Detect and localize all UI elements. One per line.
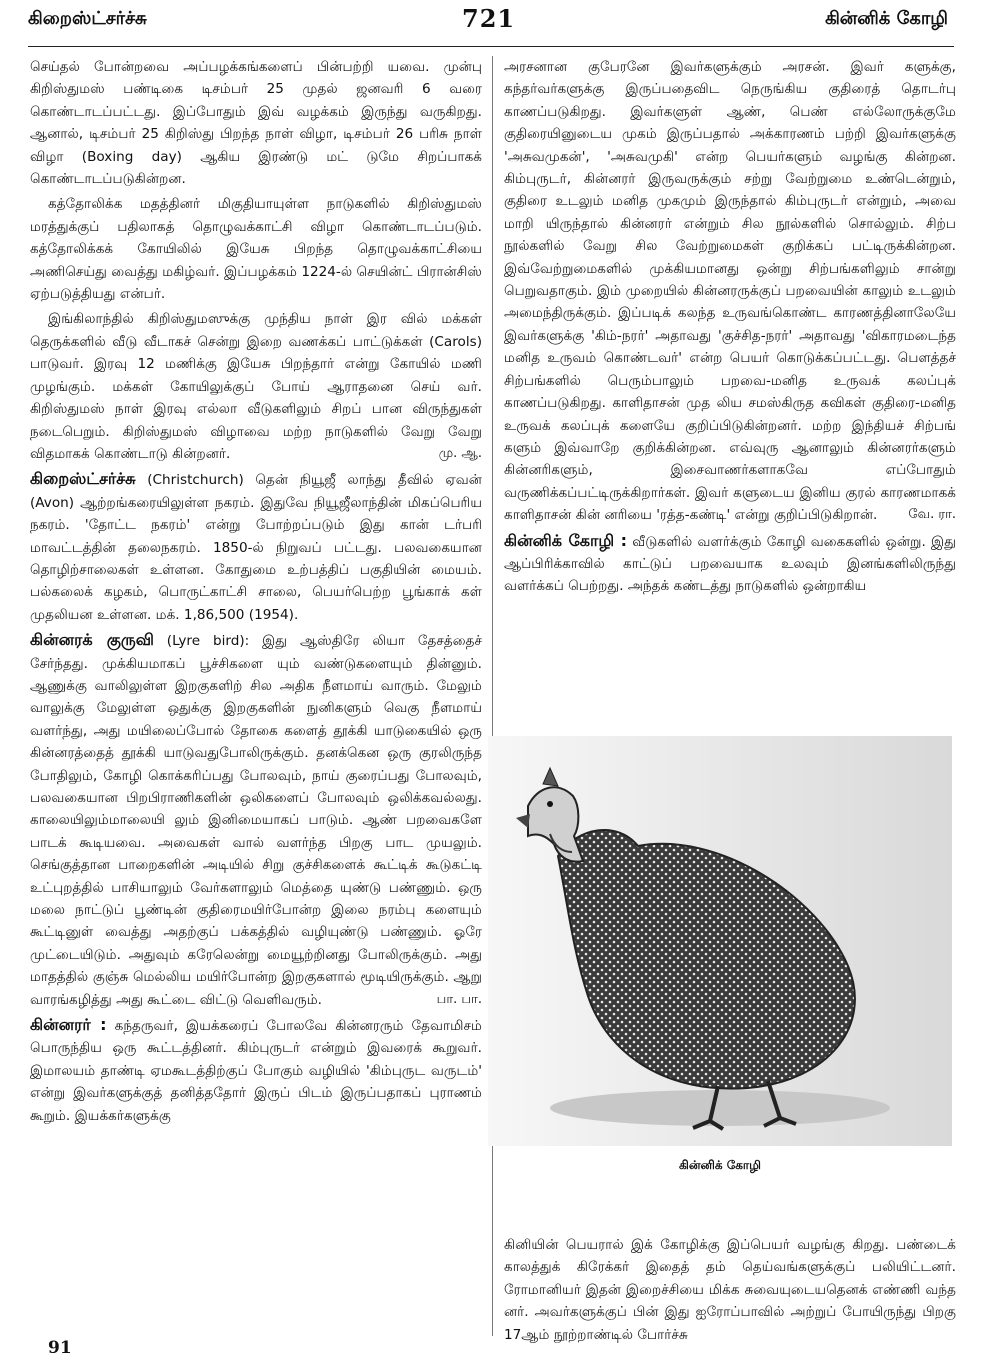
entry-body: (Christchurch) தென் நியூஜீ லாந்து தீவில் ஏவன் (Avon) ஆற்றங்கரையிலுள்ள நகரம். இதுவே நியூஜீலாந்தின் மிகப்பெரிய நகரம். 'தோட்ட நகரம்' என்று போற்றப்படும் இது கான் டர்பரி மாவட்டத்தின் தலைநகரம். 1850-ல் நிறுவப் பட்டது. பலவகையான தொழிற்சாலைகள் உள்ளன. கோதுமை உற்பத்திப் பகுதியின் மையம். பல்கலைக் கழகம், பொருட்காட்சி சாலை, பெயர்பெற்ற பூங்காக் கள் முதலியன உள்ளன. மக். 1,86,500 (1954). xyxy=(30,472,482,623)
author-signature: மு. ஆ. xyxy=(438,445,482,461)
entry-body: வீடுகளில் வளர்க்கும் கோழி வகைகளில் ஒன்று. இது ஆப்பிரிக்காவில் காட்டுப் பறவையாக உலவும் இனங்களிலிருந்து வளர்க்கப் பெற்றது. அந்தக் கண்டத்து நாடுகளில் ஒன்றாகிய xyxy=(504,533,956,595)
paragraph-text: அரசனான குபேரனே இவர்களுக்கும் அரசன். இவர் களுக்கு, கந்தர்வர்களுக்கு இருப்பதைவிட நெருங்கிய குதிரைத் தொடர்பு காணப்படுகிறது. இவர்களுள் ஆண், பெண் எல்லோருக்குமே குதிரையினுடைய முகம் இருப்பதால் அக்காரணம் பற்றி இவர்களுக்கு 'அசுவமுகன்', 'அசுவமுகி' என்ற பெயர்களும் வழங்கு கின்றன. கிம்புருடர், கின்னரர் இருவருக்கும் சற்று வேற்றுமை உண்டென்றும், குதிரை உடலும் மனித முகமும் இருந்தால் கிம்புருடர் என்றும், அவை மாறி யிருந்தால் கின்னரர் என்றும் சில நூல்களில் சொல்லும். சிற்ப நூல்களில் வேறு சில வேற்றுமைகள் குறிக்கப் பட்டிருக்கின்றன. இவ்வேற்றுமைகளில் முக்கியமானது ஒன்று சிற்பங்களிலும் சான்று பெறுவதாகும். இம் முறையில் கின்னரருக்குப் பறவையின் காலும் உடலும் அமைந்திருக்கும். இப்படிக் கலந்த உருவங்கொண்ட காரணத்தினாலேயே இவர்களுக்கு 'கிம்-நரர்' அதாவது 'குச்சித-நரர்' அதாவது 'விகாரமடைந்த மனித உருவம் கொண்டவர்' என்ற பெயர் கொடுக்கப்பட்டது. பௌத்தச் சிற்பங்களில் பெரும்பாலும் பறவை-மனித உருவக் கலப்புக் காணப்படுகிறது. காளிதாசன் முத லிய சமஸ்கிருத கவிகள் குதிரை-மனித உருவக் கலப்புக் களையே குறிப்பிடுகின்றனர். மற்ற இந்தியச் சிற்பங் களும் இவ்வாறே குறிக்கின்றன. எவ்வுரு ஆனாலும் கின்னரர்களும் கின்னரிகளும், இசைவாணர்களாகவே எப்போதும் வருணிக்கப்பட்டிருக்கிறார்கள். இவர் களுடைய இனிய குரல் காரணமாகக் காளிதாசன் கின் னரியை 'ரத்த-கண்டி' என்று குறிப்பிடுகிறான். xyxy=(504,59,956,524)
header-right-title: கின்னிக் கோழி xyxy=(825,8,948,29)
author-signature: வே. ரா. xyxy=(908,507,956,523)
entry-lyre-bird xyxy=(30,629,482,1011)
entry-guinea-fowl xyxy=(504,530,956,598)
paragraph: கத்தோலிக்க மதத்தினர் மிகுதியாயுள்ள நாடுகளில் கிறிஸ்துமஸ் மரத்துக்குப் பதிலாகத் தொழுவக்காட்சி விழா கொண்டாடப்படும். கத்தோலிக்கக் கோயிலில் இயேசு பிறந்த தொழுவக்காட்சியை அணிசெய்து வைத்து மகிழ்வர். இப்பழக்கம் 1224-ல் செயின்ட் பிரான்சிஸ் ஏற்படுத்தியது என்பர். xyxy=(30,196,482,303)
entry-body: (Lyre bird): இது ஆஸ்திரே லியா தேசத்தைச் சேர்ந்தது. முக்கியமாகப் பூச்சிகளை யும் வண்டுகளையும் தின்னும். ஆணுக்கு வாலிலுள்ள இறகுகளிற் சில அதிக நீளமாய் வாரும். மேலும் வாலுக்கு மேலுள்ள ஒதுக்கு இறகுகளின் நுனிகளும் வெகு நீளமாய் வளர்ந்து, அது மயிலைப்போல் தோகை களைத் தூக்கி யாடுகையில் ஒரு கின்னரத்தைத் தூக்கி யாடுவதுபோலிருக்கும். தனக்கென ஒரு குரலிருந்த போதிலும், கோழி கொக்கரிப்பது போலவும், நாய் குரைப்பது போலவும், பலவகையான பிறபிராணிகளின் ஒலிகளைப் போலவும் ஒலிக்கவல்லது. காலையிலும்மாலையி லும் இனிமையாகப் பாடும். ஆண் பறவைகளே பாடக் கூடியவை. அவைகள் வால் வளர்ந்த பிறகு பாட முயலும். செங்குத்தான பாறைகளின் அடியில் சிறு குச்சிகளைக் கூட்டிக் கூடுகட்டி உட்புறத்தில் பாசியாலும் வேர்களாலும் மெத்தை யுண்டு பண்ணும். ஒரு மலை நாட்டுப் பூண்டின் குதிரைமயிர்போன்ற இலை நரம்பு களையும் கூட்டினுள் வைத்து அதற்குப் பக்கத்தில் வழியுண்டு பண்ணும். ஓரே முட்டையிடும். அதுவும் கரேலென்று மையூற்றினது போலிருக்கும். அது மாதத்தில் குஞ்சு மெல்லிய மயிர்போன்ற இறகுகளால் மூடியிருக்கும். ஆறு வாரங்கழித்து அது கூட்டை விட்டு வெளிவரும். xyxy=(30,633,482,1008)
header-left-title: கிறைஸ்ட்சர்ச்சு xyxy=(28,8,147,29)
guinea-fowl-illustration xyxy=(488,736,952,1146)
figure-caption: கின்னிக் கோழி xyxy=(679,1158,761,1172)
entry-title: கின்னரர் : xyxy=(30,1015,107,1035)
paragraph-text: இங்கிலாந்தில் கிறிஸ்துமஸுக்கு முந்திய நாள் இர வில் மக்கள் தெருக்களில் வீடு வீடாகச் சென்று இறை வணக்கப் பாட்டுக்கள் (Carols) பாடுவர். இரவு 12 மணிக்கு இயேசு பிறந்தார் என்று கோயில் மணி முழங்கும். மக்கள் கோயிலுக்குப் போய் ஆராதனை செய் வர். கிறிஸ்துமஸ் நாள் இரவு எல்லா வீடுகளிலும் சிறப் பான விருந்துகள் நடைபெறும். கிறிஸ்துமஸ் விழாவை மற்ற நாடுகளில் வேறு வேறு விதமாகக் கொண்டாடு கின்றனர். xyxy=(30,311,482,462)
entry-title: கின்னரக் குருவி xyxy=(30,630,154,650)
entry-kinnarar xyxy=(30,1014,482,1127)
right-column-upper xyxy=(504,56,956,706)
guinea-fowl-drawing xyxy=(488,736,952,1146)
entry-christchurch xyxy=(30,468,482,626)
paragraph xyxy=(504,56,956,527)
right-column-lower xyxy=(504,1234,956,1349)
left-column xyxy=(30,56,482,1331)
folio-number: 91 xyxy=(48,1338,72,1358)
paragraph xyxy=(30,308,482,465)
entry-title: கிறைஸ்ட்சர்ச்சு xyxy=(30,469,136,489)
paragraph: செய்தல் போன்றவை அப்பழக்கங்களைப் பின்பற்றி யவை. முன்பு கிறிஸ்துமஸ் பண்டிகை டிசம்பர் 25 முதல் ஜனவரி 6 வரை கொண்டாடப்பட்டது. இப்போதும் இவ் வழக்கம் இருந்து வருகிறது. ஆனால், டிசம்பர் 25 கிறிஸ்து பிறந்த நாள் விழா, டிசம்பர் 26 பரிசு நாள் விழா (Boxing day) ஆகிய இரண்டு மட் டுமே சிறப்பாகக் கொண்டாடப்படுகின்றன. xyxy=(30,59,482,188)
header-rule xyxy=(28,46,954,47)
entry-title: கின்னிக் கோழி : xyxy=(504,530,627,550)
running-header xyxy=(0,0,982,40)
entry-body: கந்தருவர், இயக்கரைப் போலவே கின்னரரும் தேவாமிசம் பொருந்திய ஒரு கூட்டத்தினர். கிம்புருடர் என்றும் இவரைக் கூறுவர். இமாலயம் தாண்டி ஏமகூடத்திற்குப் போகும் வழியில் 'கிம்புருட வருடம்' என்று இவர்களுக்குத் தனித்ததோர் இருப் பிடம் இருப்பதாகப் புராணம் கூறும். இயக்கர்களுக்கு xyxy=(30,1018,482,1124)
page-number: 721 xyxy=(462,4,516,33)
author-signature: பா. பா. xyxy=(436,991,482,1007)
paragraph: கினியின் பெயரால் இக் கோழிக்கு இப்பெயர் வழங்கு கிறது. பண்டைக் காலத்துக் கிரேக்கர் இதைத் தம் தெய்வங்களுக்குப் பலியிட்டனர். ரோமானியர் இதன் இறைச்சியை மிக்க சுவையுடையதெனக் எண்ணி வந்த னர். அவர்களுக்குப் பின் இது ஐரோப்பாவில் அற்றுப் போயிருந்து பிறகு 17ஆம் நூற்றாண்டில் போர்ச்சு xyxy=(504,1237,956,1343)
